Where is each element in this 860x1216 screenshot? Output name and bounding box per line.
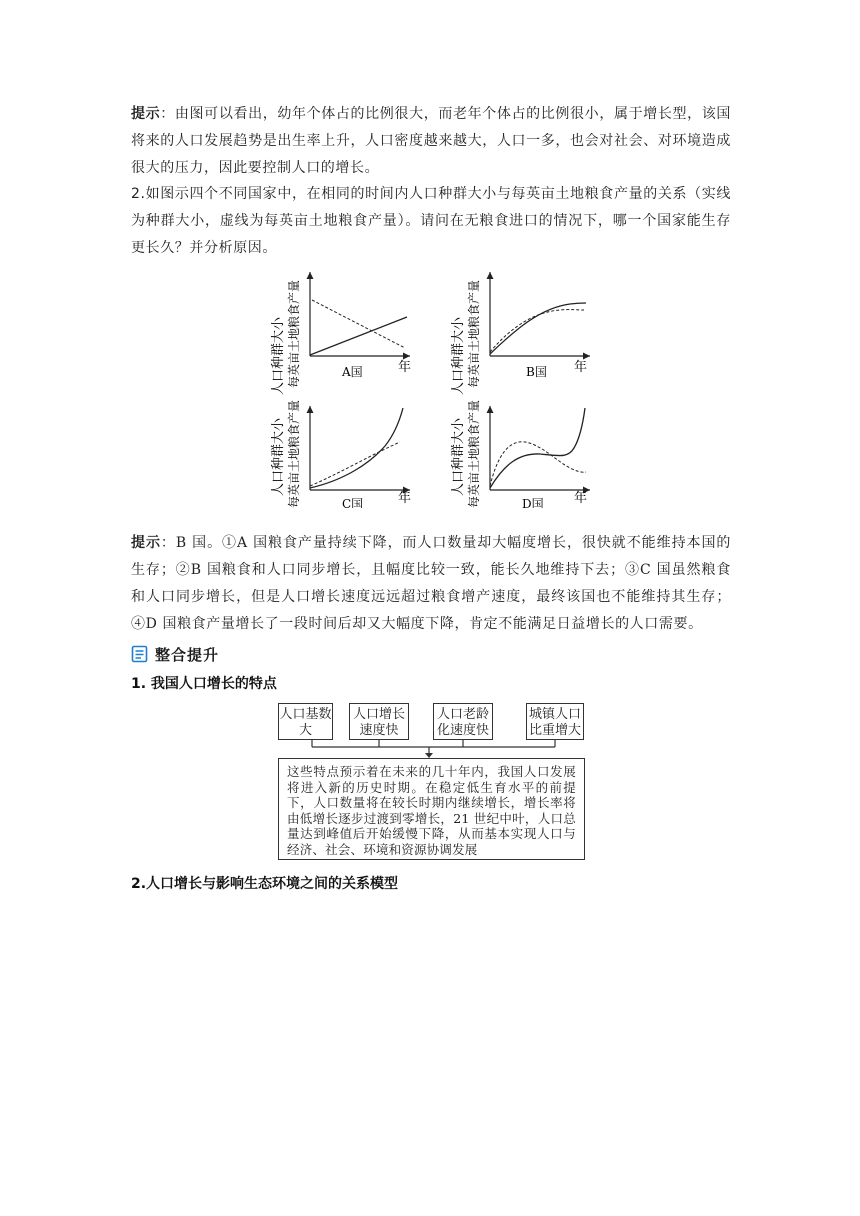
y-label-grain-yield: 每英亩土地粮食产量 (467, 399, 481, 508)
hint-2-label: 提示 (131, 534, 161, 550)
subsection-1-title: 1. 我国人口增长的特点 (131, 676, 277, 692)
population-curve-a (310, 317, 407, 355)
y-label-population: 人口种群大小 (451, 316, 466, 396)
section-title: 整合提升 (155, 645, 220, 664)
panel-label-b: B国 (526, 365, 547, 379)
graph-panel-d (450, 400, 590, 508)
summary-box: 这些特点预示着在未来的几十年内，我国人口发展将进入新的历史时期。在稳定低生育水平的前提下，人口数量将在较长时期内继续增长，增长率将由低增长逐步过渡到零增长，21 世纪中叶，人口总量达到峰值后开始缓慢下降，从而基本实现人口与经济、社会、环境和资源协调发展 (278, 758, 585, 860)
population-curve-c (310, 408, 403, 488)
x-label-year: 年 (574, 360, 588, 375)
y-label-grain-yield: 每英亩土地粮食产量 (467, 279, 481, 389)
feature-box-large-base (278, 703, 333, 740)
hint-2-paragraph (131, 529, 731, 638)
population-curve-d (490, 408, 585, 488)
x-label-year: 年 (398, 360, 412, 375)
grain-curve-d (490, 442, 586, 486)
y-label-population: 人口种群大小 (271, 417, 286, 497)
graph-panel-b (450, 272, 590, 395)
flow-connector-lines (0, 700, 860, 760)
panel-label-d: D国 (522, 497, 544, 508)
hint-1-text: ：由图可以看出，幼年个体占的比例很大，而老年个体占的比例很小，属于增长型，该国将来的人口发展趋势是出生率上升，人口密度越来越大，人口一多，也会对社会、对环境造成很大的压力，因此要控制人口的增长。 (131, 106, 731, 176)
hint-2-text: ：B 国。①A 国粮食产量持续下降，而人口数量却大幅度增长，很快就不能维持本国的生存；②B 国粮食和人口同步增长，且幅度比较一致，能长久地维持下去；③C 国虽然粮食和人口同步增长，但是人口增长速度远远超过粮食增产速度，最终该国也不能维持其生存；④D 国粮食产量增长了一段时间后却又大幅度下降，肯定不能满足日益增长的人口需要。 (131, 535, 732, 632)
y-label-grain-yield: 每英亩土地粮食产量 (287, 399, 301, 508)
feature-box-text: 人口老龄化速度快 (436, 707, 489, 738)
subsection-2-title: 2.人口增长与影响生态环境之间的关系模型 (131, 876, 399, 892)
country-graphs-figure (0, 268, 860, 508)
hint-1-paragraph (131, 100, 731, 182)
grain-curve-c (310, 442, 400, 486)
panel-label-c: C国 (342, 497, 364, 508)
grain-curve-a (312, 300, 405, 348)
panel-label-a: A国 (342, 365, 363, 379)
graph-panel-c (270, 400, 411, 508)
x-label-year: 年 (398, 491, 412, 506)
feature-box-text: 城镇人口比重增大 (528, 707, 581, 738)
x-label-year: 年 (574, 491, 588, 506)
feature-box-text: 人口基数大 (279, 707, 332, 738)
feature-box-aging (433, 703, 493, 740)
population-curve-b (490, 303, 586, 354)
feature-box-fast-growth (349, 703, 409, 740)
graph-panel-a (270, 272, 411, 395)
question-2-paragraph: 2.如图示四个不同国家中，在相同的时间内人口种群大小与每英亩土地粮食产量的关系（实线为种群大小，虚线为每英亩土地粮食产量）。请问在无粮食进口的情况下，哪一个国家能生存更长久？并分析原因。 (131, 186, 731, 256)
hint-1-label: 提示 (131, 105, 161, 121)
feature-box-text: 人口增长速度快 (352, 707, 405, 738)
y-label-grain-yield: 每英亩土地粮食产量 (287, 279, 301, 389)
document-list-icon (131, 645, 149, 663)
y-label-population: 人口种群大小 (451, 417, 466, 497)
y-label-population: 人口种群大小 (271, 316, 286, 396)
feature-box-urbanization (526, 703, 584, 740)
section-heading (131, 642, 219, 666)
